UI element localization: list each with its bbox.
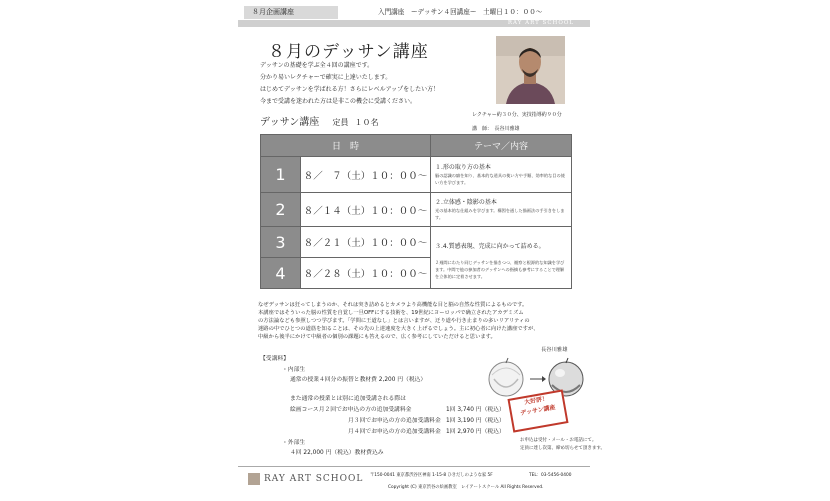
table-row bbox=[261, 193, 572, 227]
instructor-photo bbox=[496, 36, 565, 104]
session-date: ８／２８（土）１０：００〜 bbox=[301, 258, 431, 289]
header-bar bbox=[238, 6, 590, 19]
school-logo-icon bbox=[248, 473, 260, 485]
stamp-line: デッサン講座 bbox=[519, 403, 557, 418]
theme-title: １.形の取り方の基本 bbox=[435, 164, 491, 171]
intro-text bbox=[260, 60, 500, 108]
session-date: ８／２１（土）１０：００〜 bbox=[301, 227, 431, 258]
intern-label: ・内部生 bbox=[282, 367, 306, 373]
session-number: 2 bbox=[261, 193, 301, 227]
extra-fee-price: 1回 3,740 円（税込） bbox=[446, 407, 505, 413]
theme-description: 脳の認識の癖を知り、基本的な道具の使い方や手順、効率的な目の使い方を学びます。 bbox=[435, 173, 565, 185]
intro-line: 分かり易いレクチャーで確実に上達いたします。 bbox=[260, 74, 392, 81]
instructor-name: 講 師： 長谷川雅雄 bbox=[472, 126, 520, 132]
extra-fee-label: 月３回でお申込の方の追加受講料金 bbox=[348, 418, 441, 424]
signature: 長谷川雅雄 bbox=[541, 347, 568, 353]
session-number: 4 bbox=[261, 258, 301, 289]
lecture-info bbox=[472, 108, 562, 136]
course-name bbox=[260, 113, 379, 128]
event-tag: ８月企画講座 bbox=[244, 6, 338, 19]
capacity-label: 定員 bbox=[332, 118, 349, 127]
external-label: ・外部生 bbox=[282, 440, 306, 446]
brand-strip bbox=[238, 20, 590, 27]
session-theme bbox=[431, 157, 572, 193]
essay-line: なぜデッサンは狂ってしまうのか、それは突き詰めるとカメラより高機能な目と脳の自然な性質によるものです。 bbox=[258, 302, 528, 308]
footer-tel: TEL：03-5456-0400 bbox=[529, 473, 572, 478]
theme-column-header: テーマ／内容 bbox=[431, 135, 572, 157]
intro-line: デッサンの基礎を学ぶ全４回の講座です。 bbox=[260, 62, 374, 69]
theme-title: ３.4.質感表現、完成に向かって詰める。 bbox=[435, 242, 545, 250]
session-theme bbox=[431, 193, 572, 227]
essay-line: 迷路の中でひとつの道筋を知ることは、その先の上達速度を大きく上げるでしょう。主に初心者に向けた講座ですが、 bbox=[258, 326, 539, 333]
table-row bbox=[261, 157, 572, 193]
course-header-line: 入門講座 ーデッサン４回講座ー 土曜日１０：００〜 bbox=[378, 8, 543, 16]
note-line: 定員に達し次第、締め切らせて頂きます。 bbox=[520, 446, 606, 451]
course-capacity bbox=[333, 118, 379, 127]
session-theme bbox=[431, 227, 572, 289]
fees-heading: 【受講料】 bbox=[260, 356, 289, 362]
extra-intro: また通常の授業とは別に追加受講される際は bbox=[290, 396, 406, 402]
session-number: 3 bbox=[261, 227, 301, 258]
session-number: 1 bbox=[261, 157, 301, 193]
footer bbox=[238, 466, 590, 501]
session-date: ８／ ７（土）１０：００〜 bbox=[301, 157, 431, 193]
stamp-line: 大好評！ bbox=[523, 395, 549, 407]
intern-fee: 通常の授業４回分の振替と教材費 2,200 円（税込） bbox=[290, 377, 427, 383]
course-description bbox=[258, 301, 580, 341]
application-note bbox=[520, 437, 605, 453]
date-column-header: 日 時 bbox=[261, 135, 431, 157]
brand-strip-text: RAY ART SCHOOL bbox=[507, 20, 574, 26]
external-fee: ４回 22,000 円（税込）教材費込み bbox=[290, 450, 384, 456]
theme-description: 光の基本的な仕組みを学びます。構図を通した描画法の手引きをします。 bbox=[435, 208, 565, 220]
footer-copyright: Copyright (C) 東京渋谷の絵画教室 レイアートスクール All Rights Reserved. bbox=[388, 485, 544, 490]
note-line: お申込は受付・メール・お電話にて。 bbox=[520, 438, 597, 443]
extra-fee-price: 1回 3,190 円（税込） bbox=[446, 418, 505, 424]
essay-line: 本講座ではそういった脳の性質を自覚し一旦OFFにする技術を、19世紀にヨーロッパで确立されたアカデミズム bbox=[258, 310, 524, 317]
essay-line: 中級から後半にかけて中級者の個別の課題にも答えるので、広く参考にしていただけると思います。 bbox=[258, 334, 496, 341]
schedule-table bbox=[260, 134, 572, 289]
apple-drawing bbox=[478, 355, 590, 400]
flyer-page bbox=[238, 0, 606, 500]
schedule-header-row bbox=[261, 135, 572, 157]
theme-description: ２週間にわたり同じデッサンを描きつつ、観察と根源的な知識を学びます。中間で他の参加者のデッサンへの指摘も参考にすることで理解を立体的に定着させます。 bbox=[435, 259, 565, 279]
lecture-time: レクチャー約３０分、実技指導約９０分 bbox=[472, 112, 562, 118]
course-title: デッサン講座 bbox=[260, 117, 320, 128]
intro-line: はじめてデッサンを学ばれる方！さらにレベルアップをしたい方！ bbox=[260, 86, 440, 93]
theme-title: ２.立体感・陰影の基本 bbox=[435, 199, 497, 206]
footer-address: 〒150-0041 東京都渋谷区神南 1-15-8 ひきだしのような家 5F bbox=[370, 473, 493, 478]
table-row bbox=[261, 227, 572, 258]
intro-line: 今まで受講を迷われた方は是非この機会に受講ください。 bbox=[260, 98, 417, 105]
essay-line: の方法論なども参照しつつ学びます。「学問に王道なし」とは言いますが、迂り道や行き止まりの多いリアリティの bbox=[258, 318, 530, 325]
extra-fee-label: 絵画コース月２回でお申込の方の追加受講料金 bbox=[290, 407, 412, 413]
extra-fee-price: 1回 2,970 円（税込） bbox=[446, 429, 505, 435]
session-date: ８／１４（土）１０：００〜 bbox=[301, 193, 431, 227]
page-title: ８月のデッサン講座 bbox=[268, 42, 429, 62]
capacity-value: １０名 bbox=[354, 118, 379, 127]
footer-brand: RAY ART SCHOOL bbox=[264, 474, 364, 484]
extra-fee-label: 月４回でお申込の方の追加受講料金 bbox=[348, 429, 441, 435]
